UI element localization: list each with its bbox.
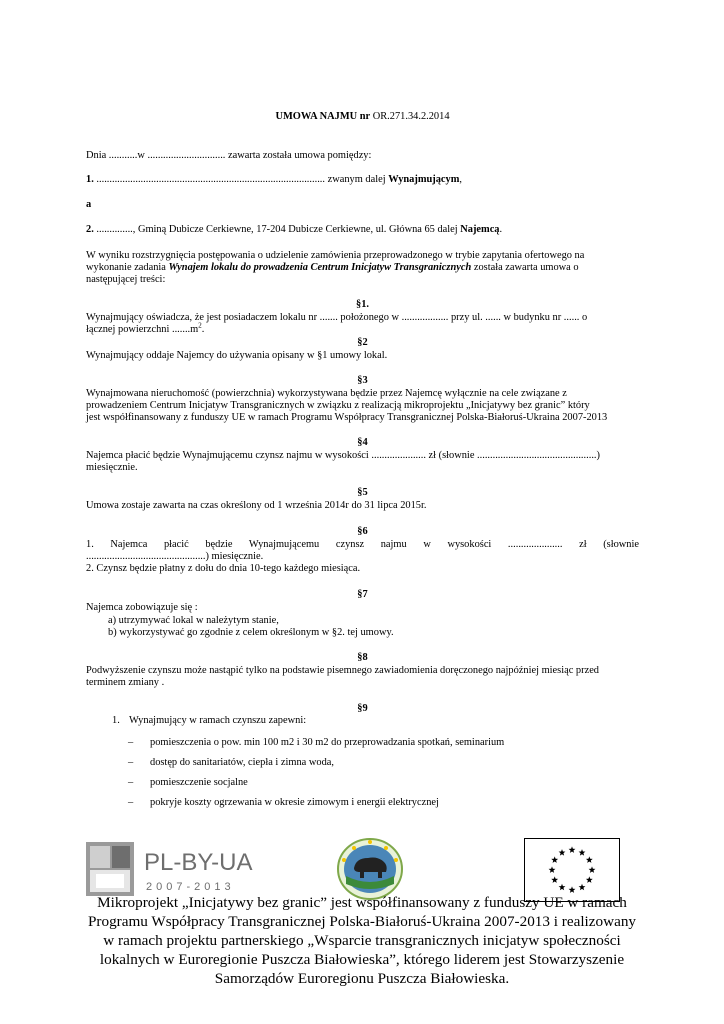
preamble-line-3: następującej treści: [86,274,166,285]
footer-line-1: Mikroprojekt „Inicjatywy bez granic” jest współfinansowany z funduszy UE w ramach [97,894,627,911]
section-7-line-1: Najemca zobowiązuje się : [86,602,198,613]
preamble-line-2: wykonanie zadania Wynajem lokalu do prowadzenia Centrum Inicjatyw Transgranicznych została zawarta umowa o [86,262,579,273]
section-8-heading: §8 [357,652,368,663]
section-7-heading: §7 [357,589,368,600]
section-3-line-2: prowadzeniem Centrum Inicjatyw Transgranicznych w związku z realizacją mikroprojektu „Inicjatywy bez granic” który [86,400,590,411]
intro-line: Dnia ...........w .............................. zawarta została umowa pomiędzy: [86,150,372,161]
list-item: dostęp do sanitariatów, ciepła i zimna woda, [150,757,334,768]
dash-bullet: – [128,757,134,768]
section-6-line-3: 2. Czynsz będzie płatny z dołu do dnia 10-tego każdego miesiąca. [86,563,361,574]
svg-text:2007-2013: 2007-2013 [146,881,235,893]
footer-line-2: Programu Współpracy Transgranicznej Polska-Białoruś-Ukraina 2007-2013 i realizowany [87,913,637,930]
section-9-heading: §9 [357,703,368,714]
svg-text:PL-BY-UA: PL-BY-UA [144,849,253,876]
party-2: 2. .............., Gminą Dubicze Cerkiewne, 17-204 Dubicze Cerkiewne, ul. Główna 65 dalej Najemcą. [86,224,503,235]
footer-line-5: Samorządów Euroregionu Puszcza Białowieska. [214,970,510,987]
section-8-line-1: Podwyższenie czynszu może nastąpić tylko na podstawie pisemnego zawiadomienia doręczonego najpóźniej miesiąc przed [86,665,599,676]
section-4-line-1: Najemca płacić będzie Wynajmującemu czynsz najmu w wysokości ..................... zł (słownie ..............................................) [86,450,600,461]
party-1: 1. ........................................................................................ zwanym dalej Wynajmującym, [86,174,462,185]
section-1-heading: §1. [356,299,369,310]
dash-bullet: – [128,737,134,748]
list-item: pomieszczenia o pow. min 100 m2 i 30 m2 do przeprowadzania spotkań, seminarium [150,737,505,748]
section-7-item-a: a) utrzymywać lokal w należytym stanie, [108,615,279,626]
pl-by-ua-logo [86,840,258,898]
list-item: pokryje koszty ogrzewania w okresie zimowym i energii elektrycznej [150,797,439,808]
dash-bullet: – [128,797,134,808]
section-8-line-2: terminem zmiany . [86,677,165,688]
section-3-line-1: Wynajmowana nieruchomość (powierzchnia) wykorzystywana będzie przez Najemcę wyłącznie na cele związane z [86,388,567,399]
section-1-line-2: łącznej powierzchni $.......m^2$. [86,321,205,335]
section-5-line-1: Umowa zostaje zawarta na czas określony od 1 września 2014r do 31 lipca 2015r. [86,500,427,511]
conjunction: a [86,199,92,210]
section-4-line-2: miesięcznie. [86,462,138,473]
section-4-heading: §4 [357,437,368,448]
section-1-line-1: Wynajmujący oświadcza, że jest posiadaczem lokalu nr ....... położonego w .................. przy ul. ...... w budynku nr ...... o [86,312,588,323]
section-3-heading: §3 [357,375,368,386]
section-6-line-1: 1. Najemca płacić będzie Wynajmującemu czynsz najmu w wysokości ..................... zł (słownie [86,539,639,550]
dash-bullet: – [128,777,134,788]
preamble-line-1: W wyniku rozstrzygnięcia postępowania o udzielenie zamówienia przeprowadzonego w trybie zapytania ofertowego na [86,250,585,261]
footer-note [60,893,664,988]
section-6-heading: §6 [357,526,368,537]
list-item: pomieszczenie socjalne [150,777,248,788]
contract-title: UMOWA NAJMU nr OR.271.34.2.2014 [275,111,450,122]
section-5-heading: §5 [357,487,368,498]
section-6-line-2: ..............................................) miesięcznie. [86,551,264,562]
section-2-line-1: Wynajmujący oddaje Najemcy do używania opisany w §1 umowy lokal. [86,350,388,361]
section-2-heading: §2 [357,337,368,348]
section-7-item-b: b) wykorzystywać go zgodnie z celem określonym w §2. tej umowy. [108,627,394,638]
section-9-item-1: Wynajmujący w ramach czynszu zapewni: [129,715,307,726]
footer-line-4: lokalnych w Euroregionie Puszcza Białowieska”, którego liderem jest Stowarzyszenie [99,951,625,968]
footer-line-3: w ramach projektu partnerskiego „Wsparcie transgranicznych inicjatyw społeczności [103,932,621,949]
section-3-line-3: jest współfinansowany z funduszy UE w ramach Programu Współpracy Transgranicznej Polska-Białoruś-Ukraina 2007-2013 [86,412,608,423]
pl-by-ua-logo-icon [86,840,258,898]
section-9-item-1-number: 1. [112,715,120,726]
